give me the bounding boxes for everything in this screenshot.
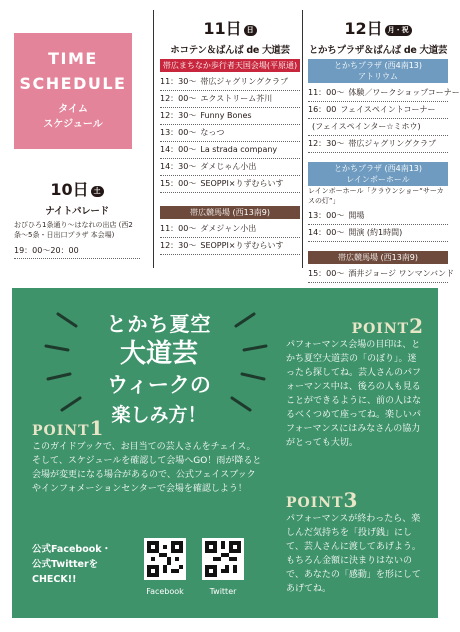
schedule-row	[160, 108, 300, 125]
schedule-act: SEOPPI×りずむらいす	[200, 241, 284, 250]
venue-band: 帯広競馬場 (西13南9)	[308, 251, 448, 264]
day-11-section	[160, 16, 300, 255]
schedule-row	[308, 225, 448, 242]
schedule-time: 15：00〜	[160, 179, 197, 188]
schedule-act: (フェイスペインター☆ミホウ)	[312, 122, 421, 131]
divider	[153, 10, 154, 268]
day-11-date: 11日	[203, 19, 242, 38]
schedule-list	[160, 221, 300, 255]
day-10-time: 19：00〜20：00	[14, 244, 140, 259]
point-number: 2	[409, 314, 424, 338]
day-10-date: 10日	[50, 180, 89, 199]
schedule-act: エクストリーム芥川	[200, 94, 273, 103]
schedule-row	[160, 176, 300, 193]
schedule-act: 開場	[348, 211, 365, 220]
point-2	[286, 314, 424, 450]
schedule-act: ダメジャン小出	[200, 224, 257, 233]
venue-band: 帯広競馬場 (西13南9)	[160, 206, 300, 219]
point-3-text: パフォーマンスが終わったら、楽しんだ気持ちを「投げ銭」にして、芸人さんに渡してあげよう。もちろん金額に決まりはないので、あなたの「感動」を形にしてあげてね。	[286, 514, 421, 594]
schedule-act: La strada company	[200, 145, 278, 154]
time-schedule-subtitle: タイム スケジュール	[43, 104, 103, 130]
schedule-row	[160, 142, 300, 159]
point-number: 3	[343, 488, 359, 512]
hero-heading	[74, 310, 244, 430]
how-to-enjoy-panel	[12, 288, 438, 618]
schedule-act: 帯広ジャグリングクラブ	[200, 77, 289, 86]
time-schedule-title: TIME SCHEDULE	[19, 49, 127, 93]
schedule-time: 11：30〜	[160, 77, 197, 86]
schedule-time: 12：00〜	[160, 94, 197, 103]
venue-band: とかちプラザ (西4南13) アトリウム	[308, 59, 448, 83]
hero-line: とかち夏空	[106, 312, 212, 336]
schedule-time: 13：00〜	[308, 211, 345, 220]
point-number: 1	[89, 416, 105, 440]
facebook-caption: Facebook	[146, 587, 184, 596]
day-11-title: ホコテン＆ばんば de 大道芸	[170, 45, 290, 56]
schedule-list	[308, 208, 448, 242]
day-10-badge: 土	[91, 186, 104, 197]
schedule-row	[308, 102, 448, 119]
schedule-time: 12：30〜	[160, 241, 197, 250]
show-note: レインボーホール「クラウンショー“サーカスの灯”」	[308, 187, 444, 205]
schedule-time: 14：00〜	[160, 145, 197, 154]
schedule-row	[160, 125, 300, 142]
day-10-section	[14, 177, 140, 259]
schedule-row	[160, 238, 300, 255]
schedule-row	[308, 136, 448, 153]
schedule-time: 14：00〜	[308, 228, 345, 237]
day-10-event: ナイトパレード	[45, 206, 109, 217]
schedule-act: SEOPPI×りずむらいす	[200, 179, 284, 188]
twitter-qr-code-icon[interactable]	[202, 538, 244, 580]
schedule-list	[308, 266, 455, 283]
divider	[302, 10, 303, 268]
hero-line: 大道芸	[119, 339, 198, 369]
schedule-time: 11：00〜	[308, 88, 345, 97]
schedule-row	[308, 208, 448, 225]
schedule-act: 酒井ジョージ ワンマンバンド	[348, 269, 455, 278]
day-12-section	[308, 16, 460, 283]
schedule-act: Funny Bones	[200, 111, 252, 120]
schedule-row	[308, 266, 455, 283]
schedule-row	[160, 74, 300, 91]
schedule-time: 13：00〜	[160, 128, 197, 137]
schedule-time: 14：30〜	[160, 162, 197, 171]
schedule-act: フェイスペイントコーナー	[340, 105, 436, 114]
twitter-caption: Twitter	[209, 587, 237, 596]
schedule-time: 12：30〜	[160, 111, 197, 120]
day-12-date: 12日	[344, 19, 383, 38]
social-check-text: 公式Facebook・ 公式Twitterを CHECK!!	[32, 544, 112, 585]
venue-band: とかちプラザ (西4南13) レインボーホール	[308, 162, 448, 186]
day-10-venue: おびひろ1条通り〜はなれの出店 (西2条〜5条・日出口プラザ 本会場)	[14, 221, 133, 239]
point-label: POINT	[32, 423, 90, 439]
schedule-row	[160, 159, 300, 176]
schedule-row	[308, 85, 460, 102]
facebook-qr-code-icon[interactable]	[144, 538, 186, 580]
schedule-act: 体験／ワークショップコーナー	[348, 88, 460, 97]
day-12-title: とかちプラザ＆ばんば de 大道芸	[308, 45, 448, 56]
point-label: POINT	[351, 321, 410, 337]
schedule-act: なっつ	[200, 128, 225, 137]
venue-band: 帯広まちなか歩行者天国会場(平原通)	[160, 59, 300, 72]
point-label: POINT	[286, 495, 344, 511]
schedule-row	[160, 221, 300, 238]
schedule-act: 帯広ジャグリングクラブ	[348, 139, 437, 148]
day-12-badge: 月・祝	[385, 25, 412, 36]
schedule-act: ダメじゃん小出	[200, 162, 257, 171]
hero-line: ウィークの	[107, 373, 211, 397]
schedule-act: 開演 (約1時間)	[348, 228, 403, 237]
day-11-badge: 日	[244, 25, 257, 36]
point-3	[286, 488, 424, 596]
schedule-list	[160, 74, 300, 193]
point-2-text: パフォーマンス会場の目印は、とかち夏空大道芸の「のぼり」。迷ったら探してね。芸人さんのパフォーマンス中は、後ろの人も見ることができるように、前の人はなるべくつめて座ってね。楽しいパフォーマンスにはみなさんの協力がとっても大切。	[286, 340, 422, 448]
schedule-time: 16：00	[308, 105, 337, 114]
point-1-text: このガイドブックで、お目当ての芸人さんをチェイス。そして、スケジュールを確認して会場へGO！雨が降ると会場が変更になる場合があるので、公式フェイスブックやインフォメーションセンターで会場を確認しよう！	[32, 442, 262, 494]
hero-line: 楽しみ方！	[111, 404, 207, 426]
schedule-time: 12：30〜	[308, 139, 345, 148]
schedule-list	[308, 85, 460, 153]
schedule-time: 15：00〜	[308, 269, 345, 278]
time-schedule-box	[14, 33, 132, 149]
schedule-row	[160, 91, 300, 108]
schedule-time: 11：00〜	[160, 224, 197, 233]
point-1	[32, 416, 262, 496]
schedule-row	[308, 119, 448, 136]
